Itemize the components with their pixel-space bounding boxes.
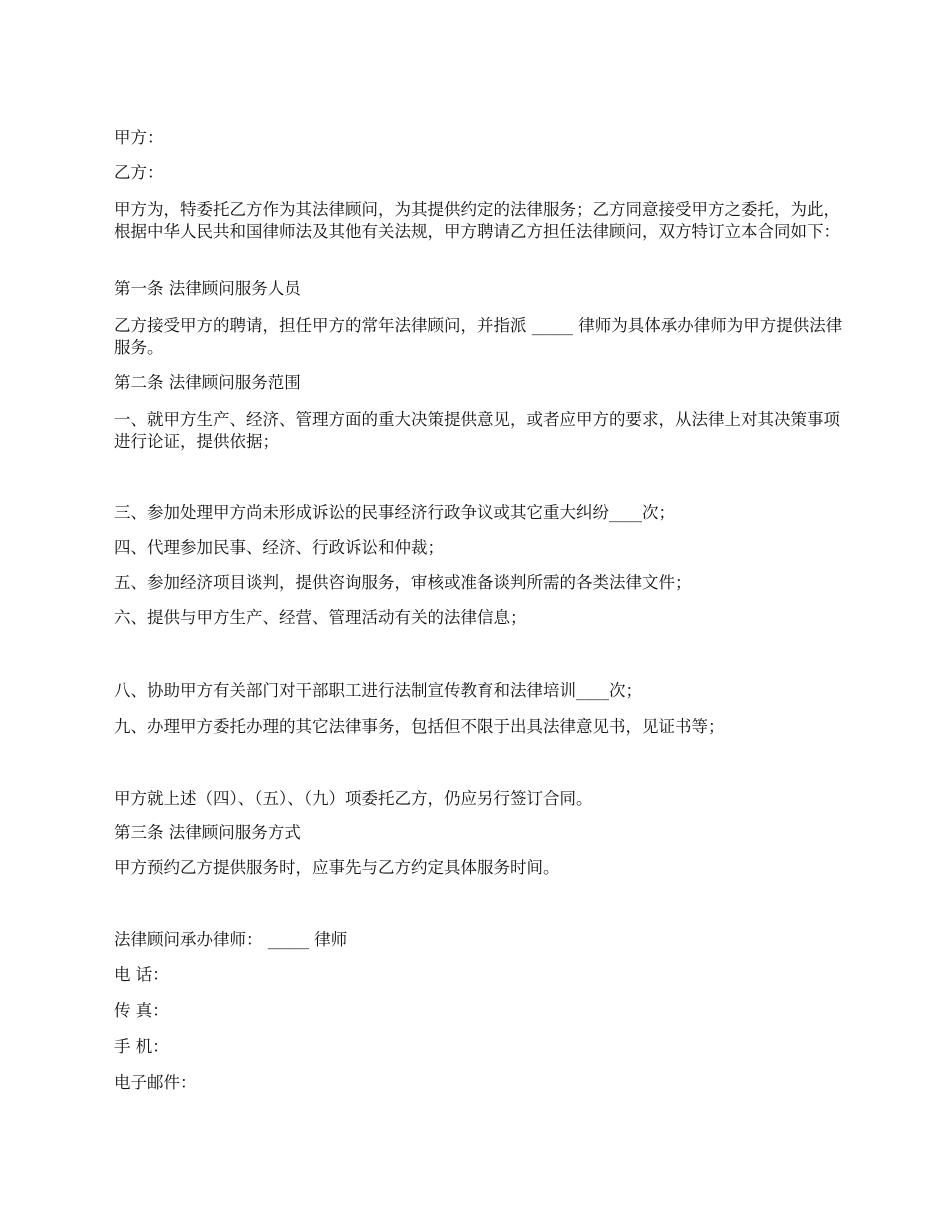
party-b-label: 乙方： (114, 163, 164, 182)
scope-item-5: 五、参加经济项目谈判，提供咨询服务，审核或准备谈判所需的各类法律文件； (114, 573, 692, 592)
scope-item-9: 九、办理甲方委托办理的其它法律事务，包括但不限于出具法律意见书，见证书等； (114, 717, 725, 736)
mobile-field: 手 机： (114, 1037, 169, 1056)
intro-paragraph: 甲方为，特委托乙方作为其法律顾问，为其提供约定的法律服务；乙方同意接受甲方之委托，为此，根据中华人民共和国律师法及其他有关法规，甲方聘请乙方担任法律顾问，双方特订立本合同如下： (114, 200, 840, 241)
phone-field: 电 话： (114, 965, 169, 984)
article-1-title: 第一条 法律顾问服务人员 (114, 279, 301, 298)
article-3-text: 甲方预约乙方提供服务时，应事先与乙方约定具体服务时间。 (114, 858, 560, 877)
scope-item-6: 六、提供与甲方生产、经营、管理活动有关的法律信息； (114, 608, 527, 627)
article-3-title: 第三条 法律顾问服务方式 (114, 823, 301, 842)
scope-item-3: 三、参加处理甲方尚未形成诉讼的民事经济行政争议或其它重大纠纷____次； (114, 503, 675, 522)
article-1-text: 乙方接受甲方的聘请，担任甲方的常年法律顾问，并指派 _____ 律师为具体承办律师为甲方提供法律服务。 (114, 316, 843, 357)
scope-item-8: 八、协助甲方有关部门对干部职工进行法制宣传教育和法律培训____次； (114, 681, 642, 700)
lawyer-field: 法律顾问承办律师： _____ 律师 (114, 930, 348, 949)
article-2-title: 第二条 法律顾问服务范围 (114, 373, 301, 392)
party-a-label: 甲方： (114, 128, 164, 147)
scope-item-1: 一、就甲方生产、经济、管理方面的重大决策提供意见，或者应甲方的要求，从法律上对其决策事项进行论证，提供依据； (114, 410, 840, 451)
email-field: 电子邮件： (114, 1073, 197, 1092)
separate-contract-note: 甲方就上述（四）、（五）、（九）项委托乙方，仍应另行签订合同。 (114, 789, 593, 808)
scope-item-4: 四、代理参加民事、经济、行政诉讼和仲裁； (114, 538, 444, 557)
fax-field: 传 真： (114, 1001, 169, 1020)
